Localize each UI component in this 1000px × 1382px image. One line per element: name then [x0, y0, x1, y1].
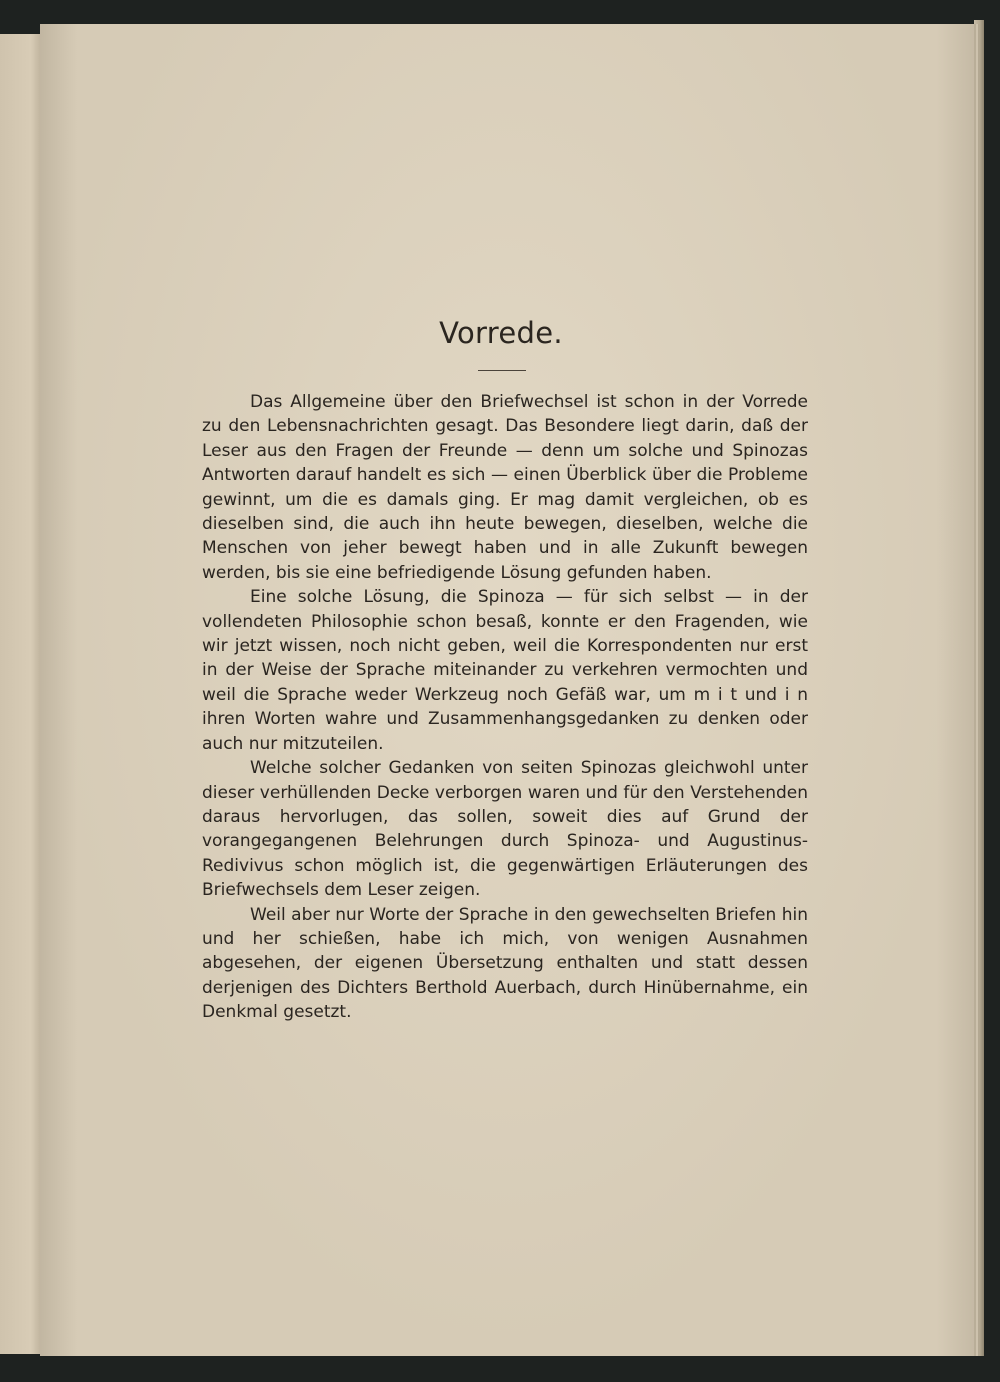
- paragraph: Eine solche Lösung, die Spinoza — für sich selbst — in der vollendeten Philosophie schon besaß, konnte er den Fragenden, wie wir jetzt wissen, noch nicht geben, weil die Korrespondenten nur erst in der Weise der Sprache miteinander zu verkehren vermochten und weil die Sprache weder Werkzeug noch Gefäß war, um m i t und i n ihren Worten wahre und Zusammenhangsgedanken zu denken oder auch nur mitzuteilen.: [202, 587, 808, 754]
- title-rule: [478, 370, 526, 371]
- page-title: Vorrede.: [439, 316, 563, 350]
- paragraph: Welche solcher Gedanken von seiten Spinozas gleichwohl unter dieser verhüllenden Decke verborgen waren und für den Verstehenden daraus hervorlugen, das sollen, soweit dies auf Grund der vorangegangenen Belehrungen durch Spinoza- und Augustinus-Redivivus schon möglich ist, die gegenwärtigen Erläuterungen des Briefwechsels dem Leser zeigen.: [202, 758, 808, 901]
- body-text: [202, 390, 808, 1025]
- paragraph: Das Allgemeine über den Briefwechsel ist schon in der Vorrede zu den Lebensnachrichten gesagt. Das Besondere liegt darin, daß der Leser aus den Fragen der Freunde — denn um solche und Spinozas Antworten darauf handelt es sich — einen Überblick über die Probleme gewinnt, um die es damals ging. Er mag damit vergleichen, ob es dieselben sind, die auch ihn heute bewegen, dieselben, welche die Menschen von jeher bewegt haben und in alle Zukunft bewegen werden, bis sie eine befriedigende Lösung gefunden haben.: [202, 392, 808, 583]
- paragraph: Weil aber nur Worte der Sprache in den gewechselten Briefen hin und her schießen, habe ich mich, von wenigen Ausnahmen abgesehen, der eigenen Übersetzung enthalten und statt dessen derjenigen des Dichters Berthold Auerbach, durch Hinübernahme, ein Denkmal gesetzt.: [202, 904, 808, 1023]
- book-page: [40, 24, 974, 1356]
- right-page-stack-edge: [974, 20, 984, 1356]
